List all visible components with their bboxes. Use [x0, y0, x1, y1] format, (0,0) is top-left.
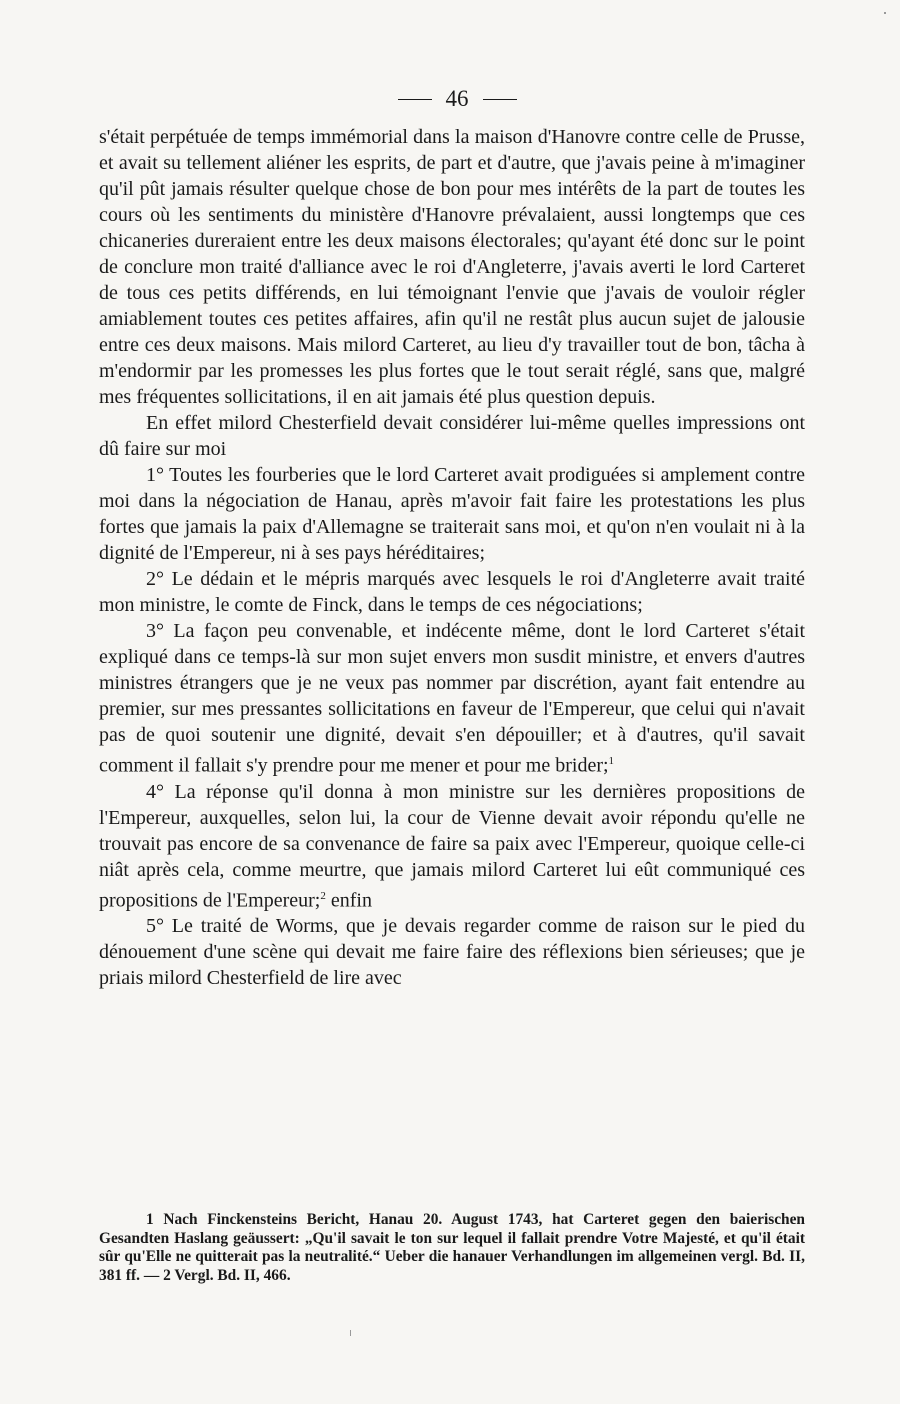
footnote-text: 1 Nach Finckensteins Bericht, Hanau 20. August 1743, hat Carteret gegen den baierischen Gesandten Haslang geäussert: „Qu'il savait le ton sur lequel il fallait prendre Votre Majesté, et qu'il était sûr qu'Elle ne quitterait pas la neutralité.“ Ueber die hanauer Verhandlungen im allgemeinen vergl. Bd. II, 381 ff. — 2 Vergl. Bd. II, 466.	[99, 1211, 805, 1284]
footnote-ref-2: 2	[320, 889, 326, 902]
list-item-4	[99, 779, 805, 914]
header-rule-left	[398, 99, 432, 100]
list-item-3	[99, 618, 805, 779]
paragraph-intro: En effet milord Chesterfield devait considérer lui-même quelles impressions ont dû faire sur moi	[99, 412, 805, 460]
page-header	[109, 80, 805, 118]
scan-speck	[350, 1330, 351, 1336]
footnotes	[99, 1211, 805, 1285]
list-item-4-text: 4° La réponse qu'il donna à mon ministre sur les dernières propositions de l'Empereur, auxquelles, selon lui, la cour de Vienne devait avoir répondu qu'elle ne trouvait pas encore de sa convenance de faire sa paix avec l'Empereur, quoique celle-ci niât après cela, comme meurtre, que jamais milord Carteret lui eût communiqué ces propositions de l'Empereur;	[99, 780, 805, 912]
list-item-4-tail: enfin	[330, 889, 372, 912]
list-item-5: 5° Le traité de Worms, que je devais regarder comme de raison sur le pied du dénouement d'une scène qui devait me faire faire des réflexions bien sérieuses; que je priais milord Chesterfield de lire avec	[99, 915, 805, 990]
footnote-ref-1: 1	[608, 755, 615, 767]
header-rule-right	[483, 99, 517, 100]
list-item-2: 2° Le dédain et le mépris marqués avec lesquels le roi d'Angleterre avait traité mon ministre, le comte de Finck, dans le temps de ces négociations;	[99, 568, 805, 616]
list-item-1: 1° Toutes les fourberies que le lord Carteret avait prodiguées si amplement contre moi dans la négociation de Hanau, après m'avoir fait faire les protestations les plus fortes que jamais la paix d'Allemagne se traiterait sans moi, et qu'on n'en voulait ni à la dignité de l'Empereur, ni à ses pays héréditaires;	[99, 464, 805, 564]
list-item-3-text: 3° La façon peu convenable, et indécente même, dont le lord Carteret s'était expliqué dans ce temps-là sur mon sujet envers mon susdit ministre, et envers d'autres ministres étrangers que je ne veux pas nommer par discrétion, ayant fait entendre au premier, sur mes pressantes sollicitations en faveur de l'Empereur, que celui qui n'avait pas de quoi soutenir une dignité, devait s'en dépouiller; et à d'autres, qu'il savait comment il fallait s'y prendre pour me mener et pour me brider;	[99, 620, 805, 777]
page	[99, 80, 805, 991]
body-text	[99, 124, 805, 991]
scan-speck	[884, 12, 886, 14]
paragraph-continuation: s'était perpétuée de temps immémorial dans la maison d'Hanovre contre celle de Prusse, et avait su tellement aliéner les esprits, de part et d'autre, que j'avais peine à m'imaginer qu'il pût jamais résulter quelque chose de bon pour mes intérêts de la part de toutes les cours où les sentiments du ministère d'Hanovre prévalaient, aussi longtemps que ces chicaneries dureraient entre les deux maisons électorales; qu'ayant été donc sur le point de conclure mon traité d'alliance avec le roi d'Angleterre, j'avais averti le lord Carteret de tous ces petits différends, en lui témoignant l'envie que j'avais de vouloir régler amiablement toutes ces petites affaires, afin qu'il ne restât plus aucun sujet de jalousie entre ces deux maisons. Mais milord Carteret, au lieu d'y travailler tout de bon, tâcha à m'endormir par les promesses les plus fortes que le tout serait réglé, sans que, malgré mes fréquentes sollicitations, il en ait jamais été plus question depuis.	[99, 126, 805, 408]
page-number: 46	[445, 86, 469, 111]
